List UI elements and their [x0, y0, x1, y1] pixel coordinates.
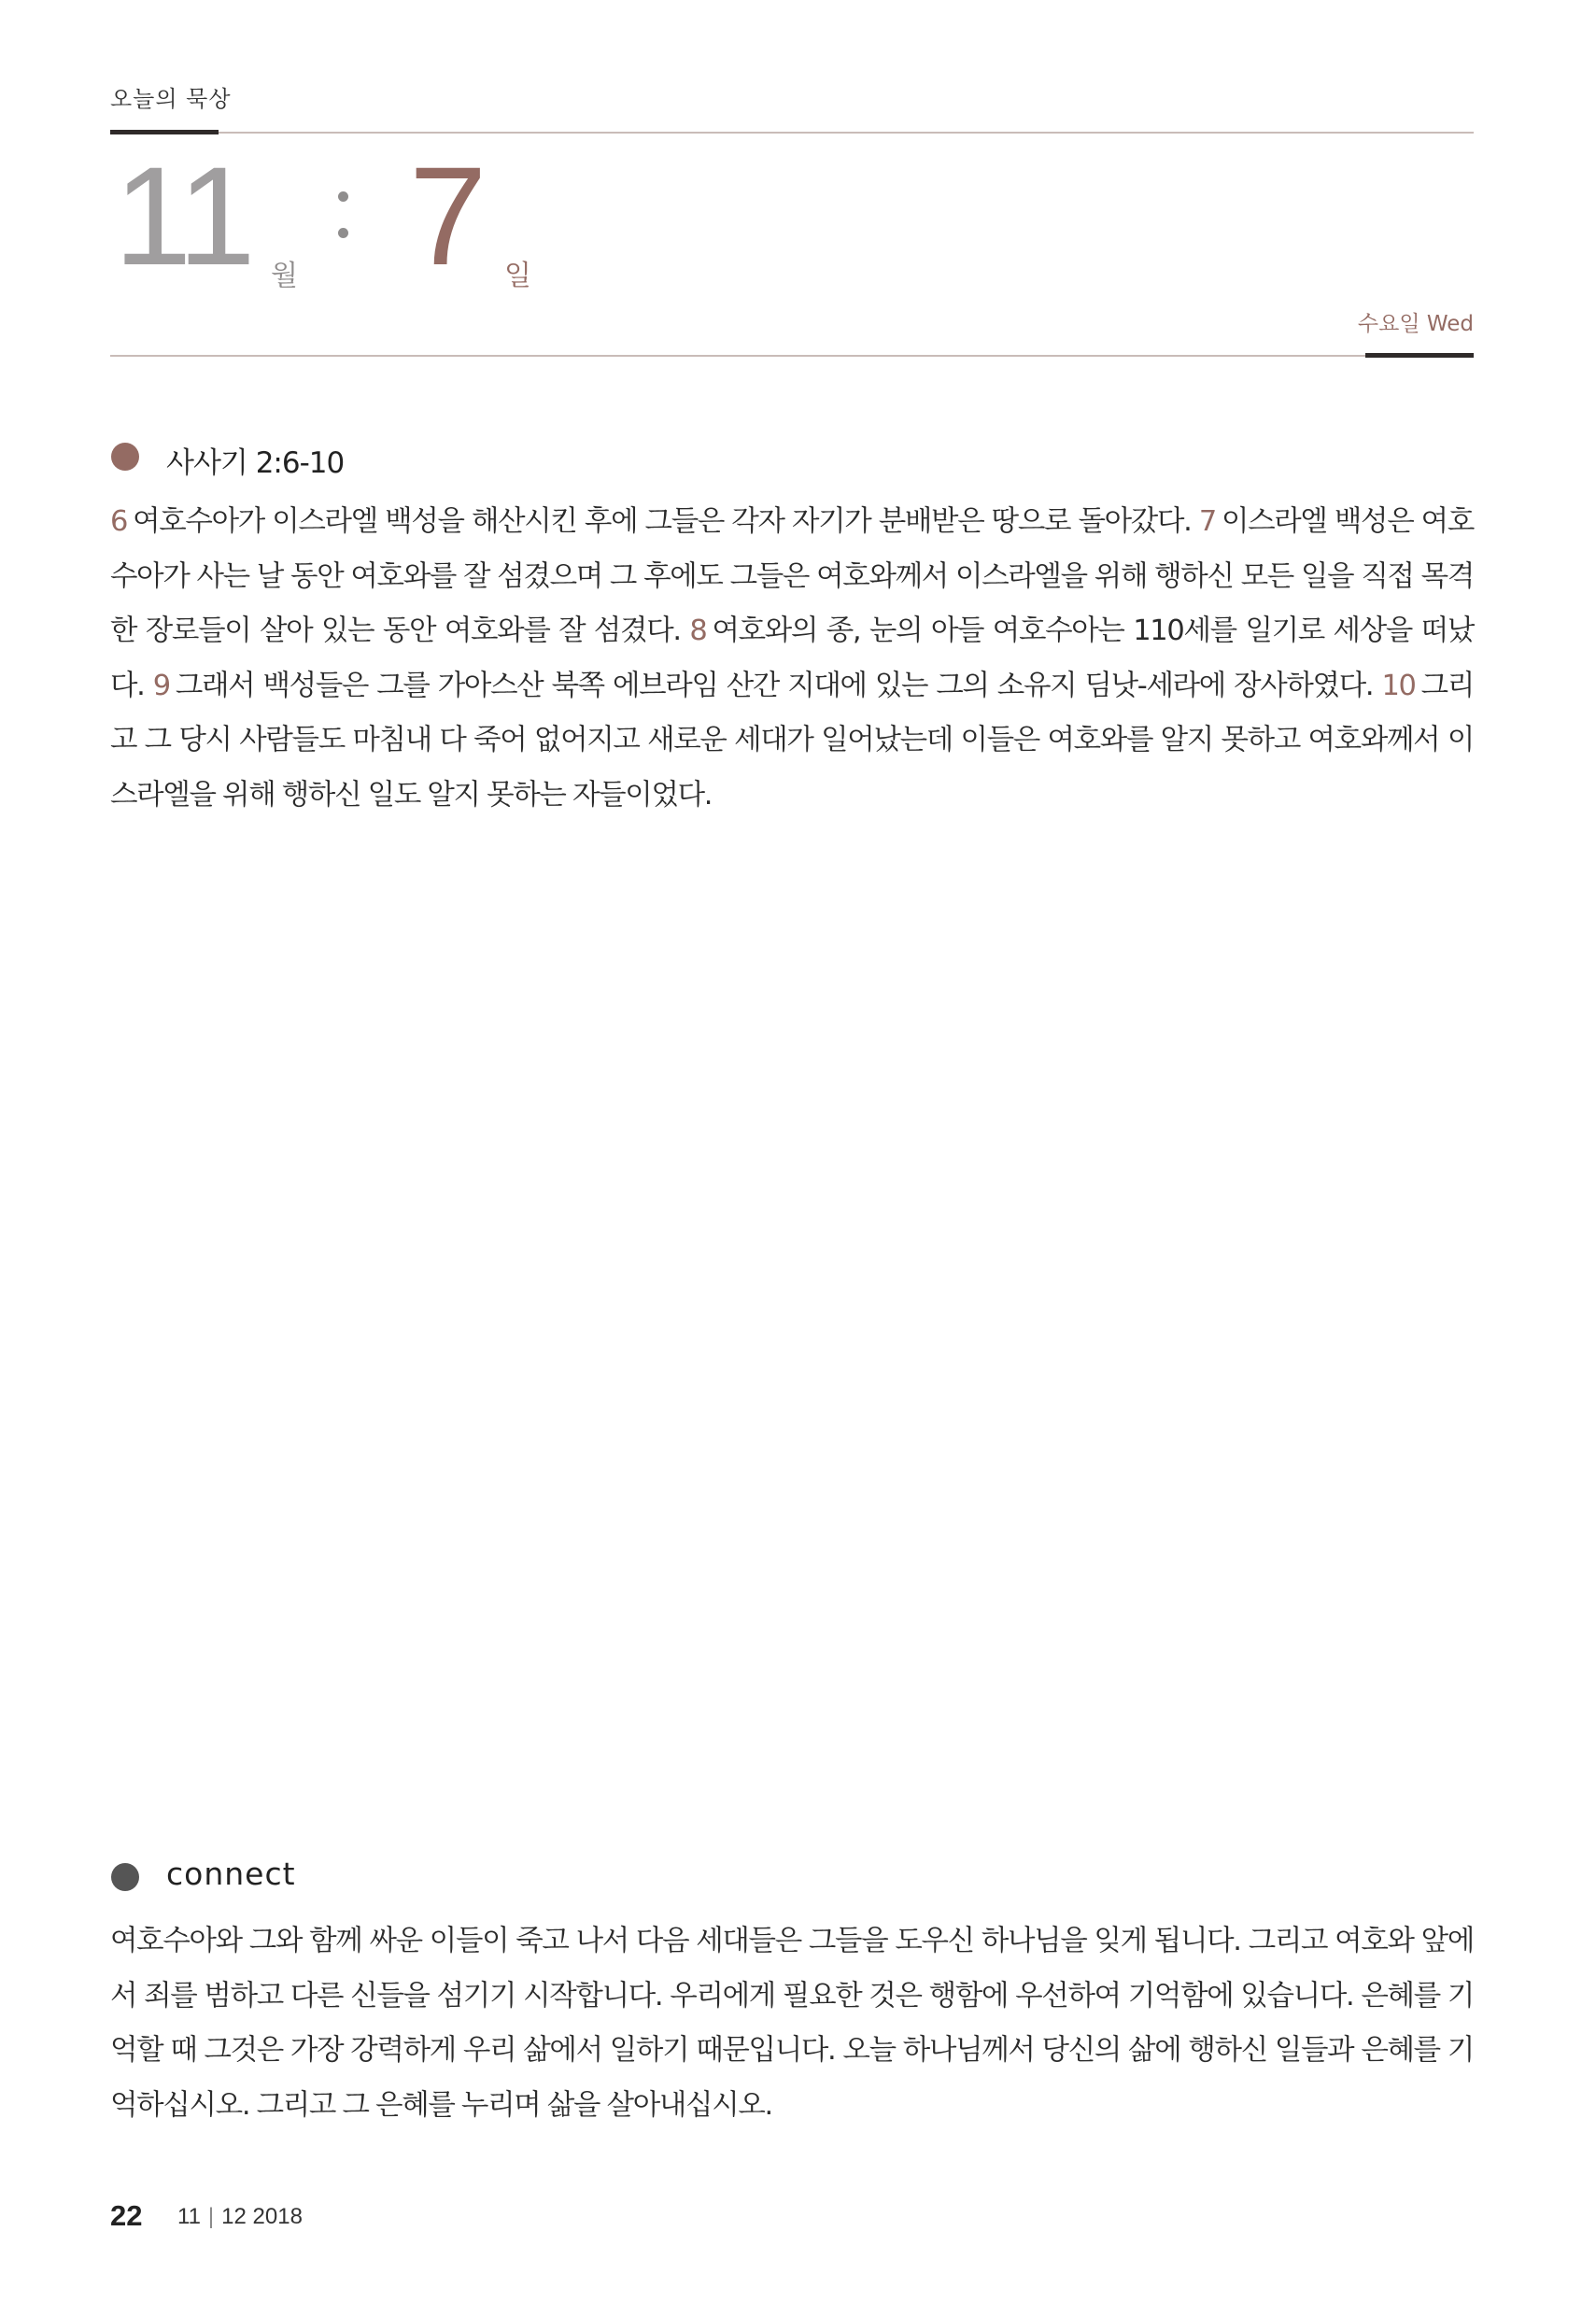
connect-title: connect: [166, 1856, 296, 1892]
issue-year: 12 2018: [221, 2204, 303, 2229]
date-colon-separator: [338, 191, 348, 264]
verse-text: 그래서 백성들은 그를 가아스산 북쪽 에브라임 산간 지대에 있는 그의 소유지 딤낫-세라에 장사하였다.: [175, 669, 1374, 702]
page-number: 22: [110, 2199, 143, 2232]
top-divider: [110, 132, 1474, 134]
date-weekday: 수요일 Wed: [1357, 312, 1474, 336]
scripture-bullet-icon: [111, 443, 139, 471]
connect-bullet-icon: [111, 1863, 139, 1891]
header-divider-accent: [1365, 353, 1474, 358]
verse-text: 그리고 그 당시 사람들도 마침내 다 죽어 없어지고 새로운 세대가 일어났는데 이들은 여호와를 알지 못하고 여호와께서 이스라엘을 위해 행하신 일도 알지 못하는 자들이었다.: [110, 669, 1474, 812]
verse-number: 6: [110, 505, 128, 538]
date-day: 7: [409, 137, 487, 294]
verse-number: 10: [1381, 669, 1416, 702]
verse-number: 8: [689, 614, 707, 647]
connect-text: 여호수아와 그와 함께 싸운 이들이 죽고 나서 다음 세대들은 그들을 도우신 하나님을 잊게 됩니다. 그리고 여호와 앞에서 죄를 범하고 다른 신들을 섬기기 시작합니다. 우리에게 필요한 것은 행함에 우선하여 기억함에 있습니다. 은혜를 기억할 때 그것은 가장 강력하게 우리 삶에서 일하기 때문입니다. 오늘 하나님께서 당신의 삶에 행하신 일들과 은혜를 기억하십시오. 그리고 그 은혜를 누리며 삶을 살아내십시오.: [110, 1925, 1474, 2122]
date-month-unit: 월: [271, 260, 298, 292]
issue-info: [177, 2204, 303, 2230]
scripture-passage: [110, 495, 1474, 823]
scripture-reference: 사사기 2:6-10: [166, 446, 345, 480]
top-divider-accent: [110, 130, 219, 134]
verse-number: 7: [1198, 505, 1216, 538]
date-month: 11: [114, 137, 252, 294]
issue-months: 11: [177, 2204, 201, 2229]
issue-separator: |: [207, 2204, 215, 2229]
header-divider: [110, 355, 1474, 357]
verse-number: 9: [152, 669, 170, 702]
verse-text: 여호와의 종, 눈의 아들 여호수아는 110세를 일기로 세상을 떠났다.: [110, 614, 1474, 702]
verse-text: 여호수아가 이스라엘 백성을 해산시킨 후에 그들은 각자 자기가 분배받은 땅으로 돌아갔다.: [133, 505, 1192, 538]
section-label: 오늘의 묵상: [110, 86, 232, 112]
verse-text: 이스라엘 백성은 여호수아가 사는 날 동안 여호와를 잘 섬겼으며 그 후에도 그들은 여호와께서 이스라엘을 위해 행하신 모든 일을 직접 목격한 장로들이 살아 있는 동안 여호와를 잘 섬겼다.: [110, 505, 1474, 647]
date-day-unit: 일: [504, 260, 531, 292]
